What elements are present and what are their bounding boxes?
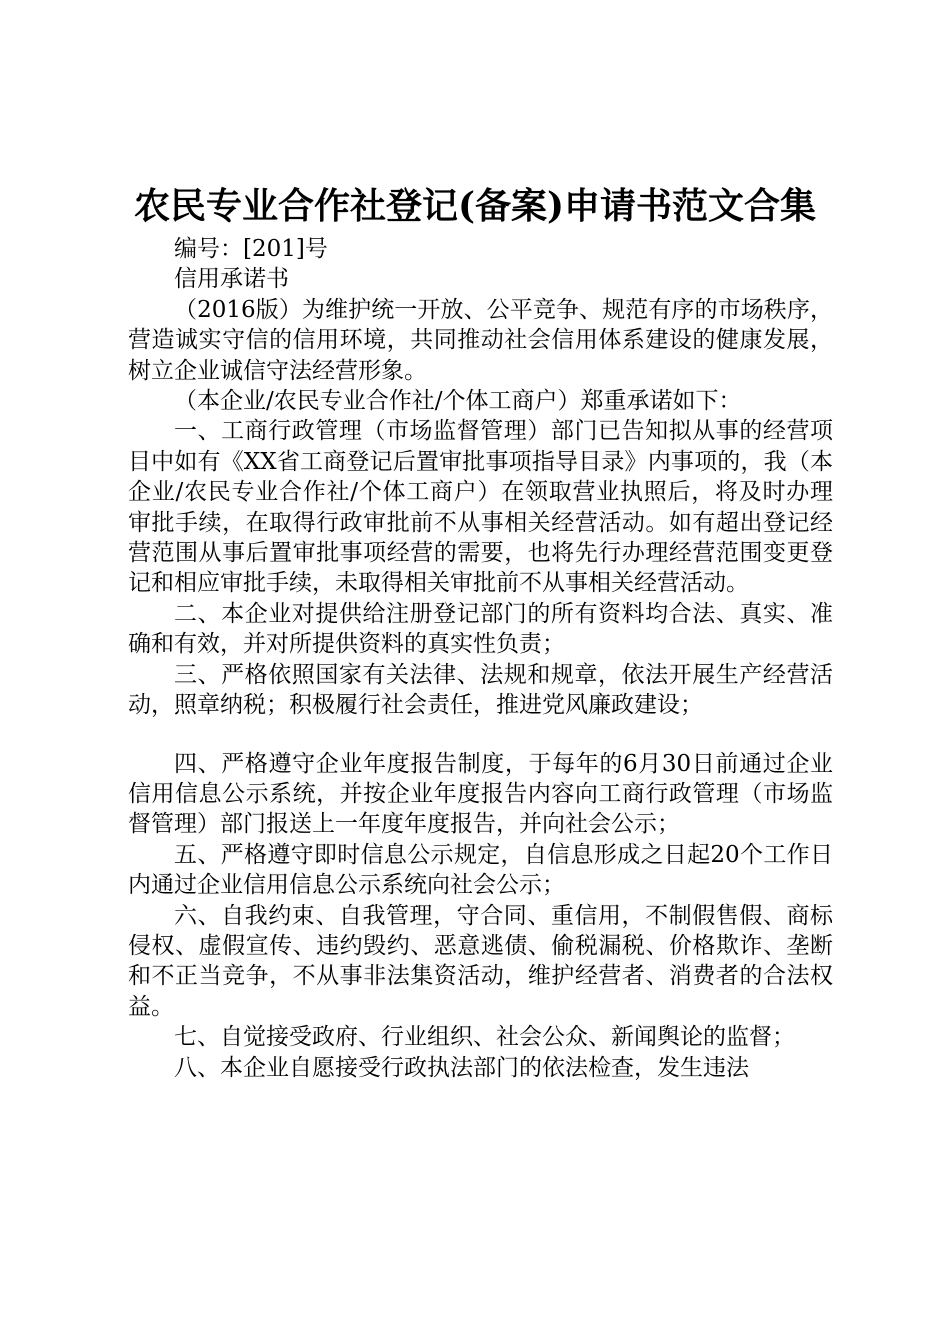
- clause-3-paragraph: 三、严格依照国家有关法律、法规和规章，依法开展生产经营活动，照章纳税；积极履行社会责任，推进党风廉政建设；: [128, 661, 833, 719]
- document-body: [128, 234, 833, 1083]
- serial-number-line: 编号：[201]号: [174, 236, 328, 262]
- document-title: 农民专业合作社登记(备案)申请书范文合集: [133, 185, 817, 227]
- section-heading: 信用承诺书: [174, 266, 289, 293]
- intro-paragraph: （2016版）为维护统一开放、公平竞争、规范有序的市场秩序，营造诚实守信的信用环境，共同推动社会信用体系建设的健康发展，树立企业诚信守法经营形象。: [128, 296, 833, 384]
- commitment-lead-paragraph: （本企业/农民专业合作社/个体工商户）郑重承诺如下：: [174, 388, 742, 415]
- clause-8-paragraph: 八、本企业自愿接受行政执法部门的依法检查，发生违法: [174, 1054, 749, 1081]
- clause-4-paragraph: 四、严格遵守企业年度报告制度，于每年的6月30日前通过企业信用信息公示系统，并按企业年度报告内容向工商行政管理（市场监督管理）部门报送上一年度年度报告，并向社会公示；: [128, 750, 833, 838]
- clause-2-paragraph: 二、本企业对提供给注册登记部门的所有资料均合法、真实、准确和有效，并对所提供资料的真实性负责；: [128, 600, 833, 658]
- clause-1-paragraph: 一、工商行政管理（市场监督管理）部门已告知拟从事的经营项目中如有《XX省工商登记后置审批事项指导目录》内事项的，我（本企业/农民专业合作社/个体工商户）在领取营业执照后，将及时办理审批手续，在取得行政审批前不从事相关经营活动。如有超出登记经营范围从事后置审批事项经营的需要，也将先行办理经营范围变更登记和相应审批手续，未取得相关审批前不从事相关经营活动。: [128, 418, 833, 597]
- clause-5-paragraph: 五、严格遵守即时信息公示规定，自信息形成之日起20个工作日内通过企业信用信息公示系统向社会公示；: [128, 841, 833, 899]
- clause-6-paragraph: 六、自我约束、自我管理，守合同、重信用，不制假售假、商标侵权、虚假宣传、违约毁约、恶意逃债、偷税漏税、价格欺诈、垄断和不正当竞争，不从事非法集资活动，维护经营者、消费者的合法权益。: [128, 902, 833, 1020]
- clause-7-paragraph: 七、自觉接受政府、行业组织、社会公众、新闻舆论的监督；: [174, 1024, 795, 1051]
